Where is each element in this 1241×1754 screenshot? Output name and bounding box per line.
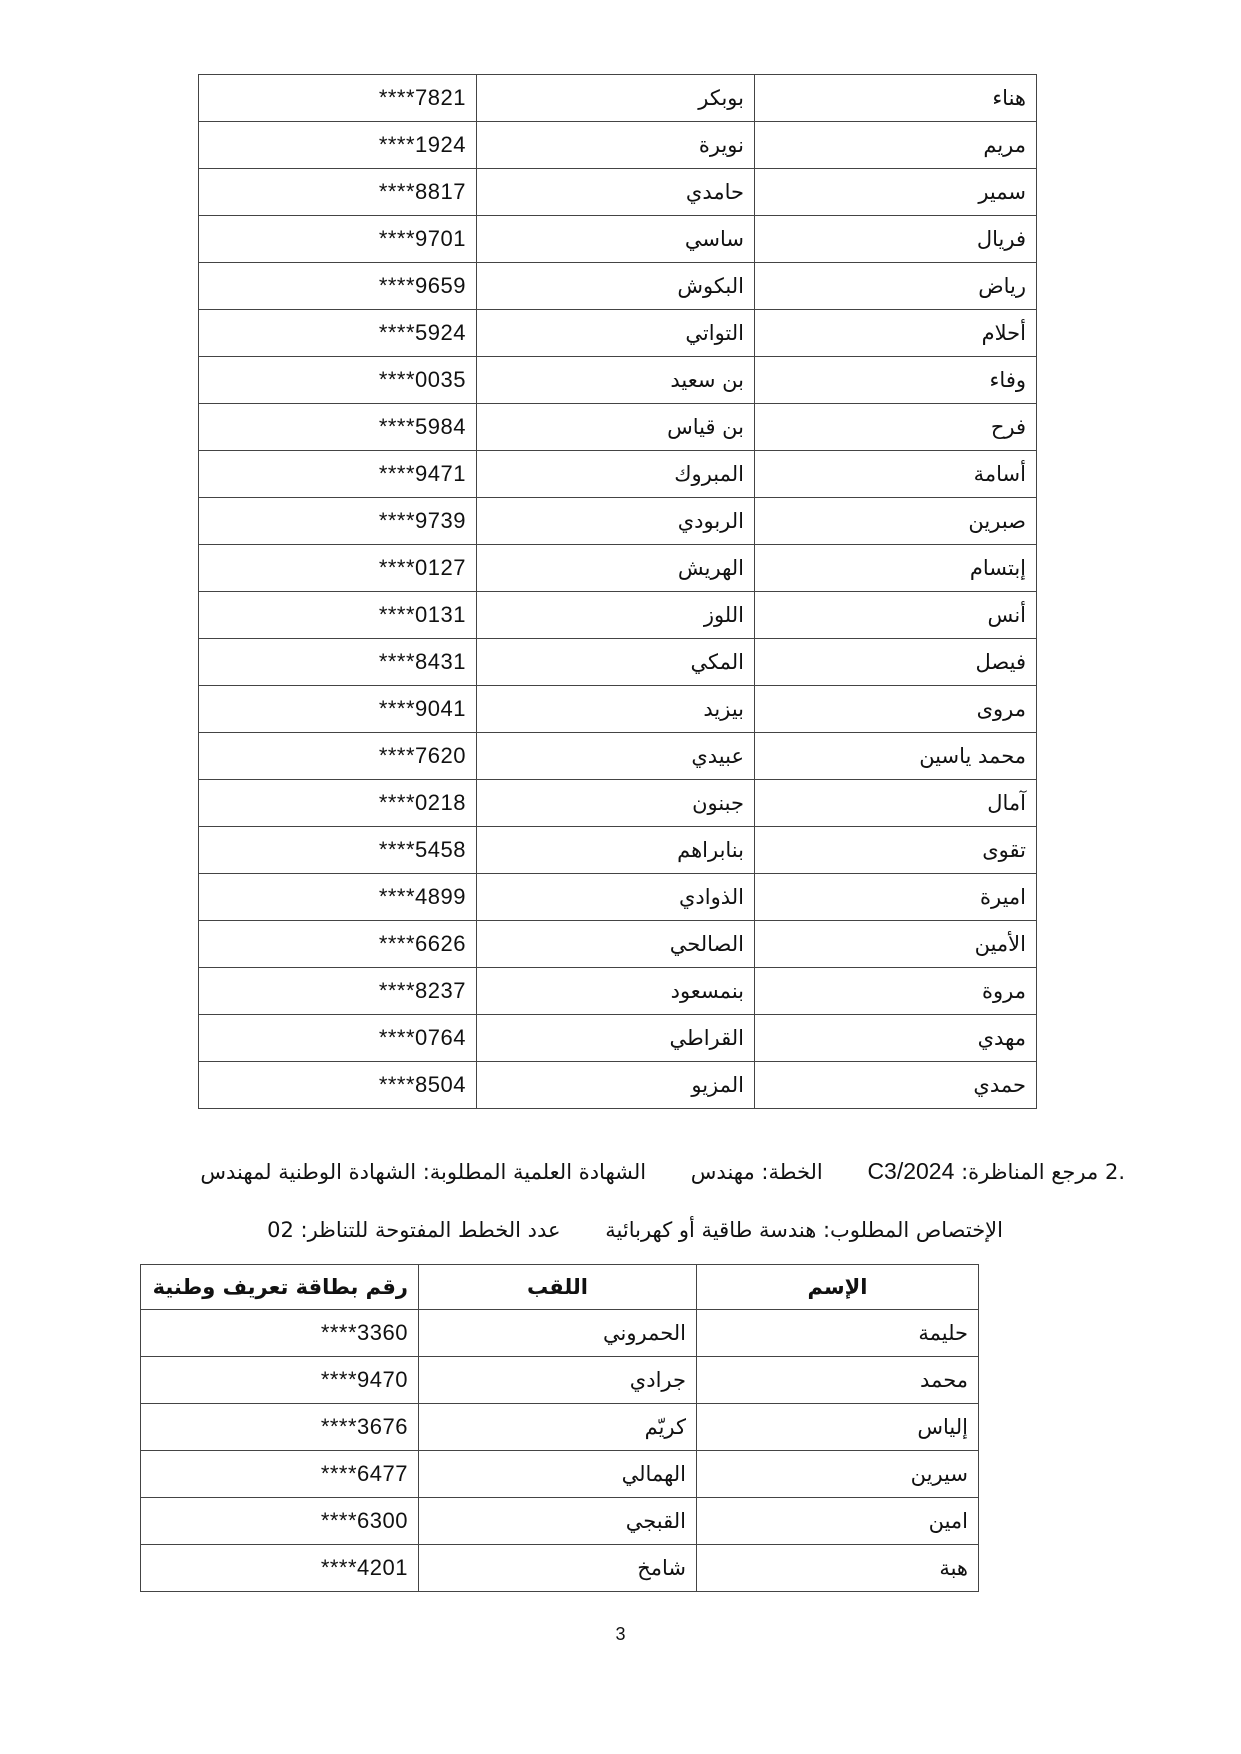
surname-cell: بنمسعود: [477, 968, 755, 1015]
table-row: [199, 968, 1037, 1015]
name-cell: أسامة: [755, 451, 1037, 498]
name-cell: محمد ياسين: [755, 733, 1037, 780]
name-cell: سمير: [755, 169, 1037, 216]
surname-cell: بن قياس: [477, 404, 755, 451]
header-name: الإسم: [697, 1265, 979, 1310]
table-row: [141, 1404, 979, 1451]
candidates-table-2: [140, 1264, 979, 1592]
name-cell: مهدي: [755, 1015, 1037, 1062]
surname-cell: القراطي: [477, 1015, 755, 1062]
name-cell: وفاء: [755, 357, 1037, 404]
table-row: [199, 827, 1037, 874]
national-id-cell: ****9041: [199, 686, 477, 733]
name-cell: فرح: [755, 404, 1037, 451]
surname-cell: البكوش: [477, 263, 755, 310]
surname-cell: اللوز: [477, 592, 755, 639]
table-row: [199, 545, 1037, 592]
name-cell: حليمة: [697, 1310, 979, 1357]
surname-cell: جرادي: [419, 1357, 697, 1404]
name-cell: أنس: [755, 592, 1037, 639]
name-cell: مريم: [755, 122, 1037, 169]
table-row: [141, 1451, 979, 1498]
name-cell: إبتسام: [755, 545, 1037, 592]
national-id-cell: ****6626: [199, 921, 477, 968]
table-header-row: [141, 1265, 979, 1310]
surname-cell: المبروك: [477, 451, 755, 498]
degree-text: الشهادة العلمية المطلوبة: الشهادة الوطنية لمهندس: [200, 1160, 647, 1184]
national-id-cell: ****9701: [199, 216, 477, 263]
surname-cell: ساسي: [477, 216, 755, 263]
table-row: [199, 686, 1037, 733]
table-row: [199, 1062, 1037, 1109]
candidates-table-1: [198, 74, 1037, 1109]
table-row: [199, 357, 1037, 404]
name-cell: إلياس: [697, 1404, 979, 1451]
national-id-cell: ****9471: [199, 451, 477, 498]
name-cell: رياض: [755, 263, 1037, 310]
name-cell: حمدي: [755, 1062, 1037, 1109]
surname-cell: كريّم: [419, 1404, 697, 1451]
name-cell: فيصل: [755, 639, 1037, 686]
national-id-cell: ****5984: [199, 404, 477, 451]
national-id-cell: ****8237: [199, 968, 477, 1015]
reference-value: C3/2024: [867, 1158, 955, 1184]
surname-cell: التواتي: [477, 310, 755, 357]
national-id-cell: ****1924: [199, 122, 477, 169]
surname-cell: القبجي: [419, 1498, 697, 1545]
name-cell: فريال: [755, 216, 1037, 263]
plan-text: الخطة: مهندس: [690, 1160, 823, 1184]
national-id-cell: ****0131: [199, 592, 477, 639]
national-id-cell: ****5924: [199, 310, 477, 357]
section-2-line-1: [200, 1158, 1125, 1185]
table-row: [199, 1015, 1037, 1062]
header-surname: اللقب: [419, 1265, 697, 1310]
surname-cell: بن سعيد: [477, 357, 755, 404]
surname-cell: الحمروني: [419, 1310, 697, 1357]
name-cell: مروى: [755, 686, 1037, 733]
table-row: [199, 498, 1037, 545]
table-row: [199, 263, 1037, 310]
surname-cell: نويرة: [477, 122, 755, 169]
surname-cell: الهمالي: [419, 1451, 697, 1498]
surname-cell: المكي: [477, 639, 755, 686]
surname-cell: عبيدي: [477, 733, 755, 780]
surname-cell: الذوادي: [477, 874, 755, 921]
national-id-cell: ****7620: [199, 733, 477, 780]
surname-cell: الهريش: [477, 545, 755, 592]
table-row: [141, 1498, 979, 1545]
table-row: [199, 733, 1037, 780]
national-id-cell: ****0127: [199, 545, 477, 592]
surname-cell: المزيو: [477, 1062, 755, 1109]
national-id-cell: ****9470: [141, 1357, 419, 1404]
surname-cell: شامخ: [419, 1545, 697, 1592]
name-cell: تقوى: [755, 827, 1037, 874]
name-cell: هناء: [755, 75, 1037, 122]
national-id-cell: ****4899: [199, 874, 477, 921]
table-row: [199, 921, 1037, 968]
name-cell: آمال: [755, 780, 1037, 827]
table-row: [199, 310, 1037, 357]
national-id-cell: ****0764: [199, 1015, 477, 1062]
header-id: رقم بطاقة تعريف وطنية: [141, 1265, 419, 1310]
table-row: [199, 874, 1037, 921]
table-row: [199, 404, 1037, 451]
surname-cell: بيزيد: [477, 686, 755, 733]
name-cell: اميرة: [755, 874, 1037, 921]
section-2-line-2: [267, 1218, 1003, 1242]
national-id-cell: ****6477: [141, 1451, 419, 1498]
national-id-cell: ****0035: [199, 357, 477, 404]
national-id-cell: ****8504: [199, 1062, 477, 1109]
national-id-cell: ****6300: [141, 1498, 419, 1545]
name-cell: سيرين: [697, 1451, 979, 1498]
surname-cell: الصالحي: [477, 921, 755, 968]
table-row: [141, 1545, 979, 1592]
name-cell: مروة: [755, 968, 1037, 1015]
table-row: [199, 639, 1037, 686]
table-row: [141, 1310, 979, 1357]
national-id-cell: ****7821: [199, 75, 477, 122]
page-number: 3: [615, 1624, 626, 1644]
table-row: [199, 122, 1037, 169]
name-cell: الأمين: [755, 921, 1037, 968]
national-id-cell: ****9739: [199, 498, 477, 545]
table-row: [199, 451, 1037, 498]
surname-cell: جبنون: [477, 780, 755, 827]
table-row: [199, 592, 1037, 639]
national-id-cell: ****4201: [141, 1545, 419, 1592]
national-id-cell: ****8817: [199, 169, 477, 216]
surname-cell: حامدي: [477, 169, 755, 216]
surname-cell: بوبكر: [477, 75, 755, 122]
table-row: [141, 1357, 979, 1404]
national-id-cell: ****8431: [199, 639, 477, 686]
national-id-cell: ****3360: [141, 1310, 419, 1357]
name-cell: أحلام: [755, 310, 1037, 357]
surname-cell: بنابراهم: [477, 827, 755, 874]
open-positions-text: عدد الخطط المفتوحة للتناظر: 02: [267, 1218, 561, 1242]
table-row: [199, 780, 1037, 827]
surname-cell: الربودي: [477, 498, 755, 545]
table-row: [199, 75, 1037, 122]
name-cell: امين: [697, 1498, 979, 1545]
national-id-cell: ****5458: [199, 827, 477, 874]
name-cell: صبرين: [755, 498, 1037, 545]
name-cell: محمد: [697, 1357, 979, 1404]
specialty-text: الإختصاص المطلوب: هندسة طاقية أو كهربائية: [605, 1218, 1003, 1242]
national-id-cell: ****0218: [199, 780, 477, 827]
name-cell: هبة: [697, 1545, 979, 1592]
table-row: [199, 216, 1037, 263]
national-id-cell: ****3676: [141, 1404, 419, 1451]
table-row: [199, 169, 1037, 216]
reference-label: مرجع المناظرة:: [961, 1160, 1099, 1184]
national-id-cell: ****9659: [199, 263, 477, 310]
section-number: .2: [1104, 1160, 1125, 1184]
